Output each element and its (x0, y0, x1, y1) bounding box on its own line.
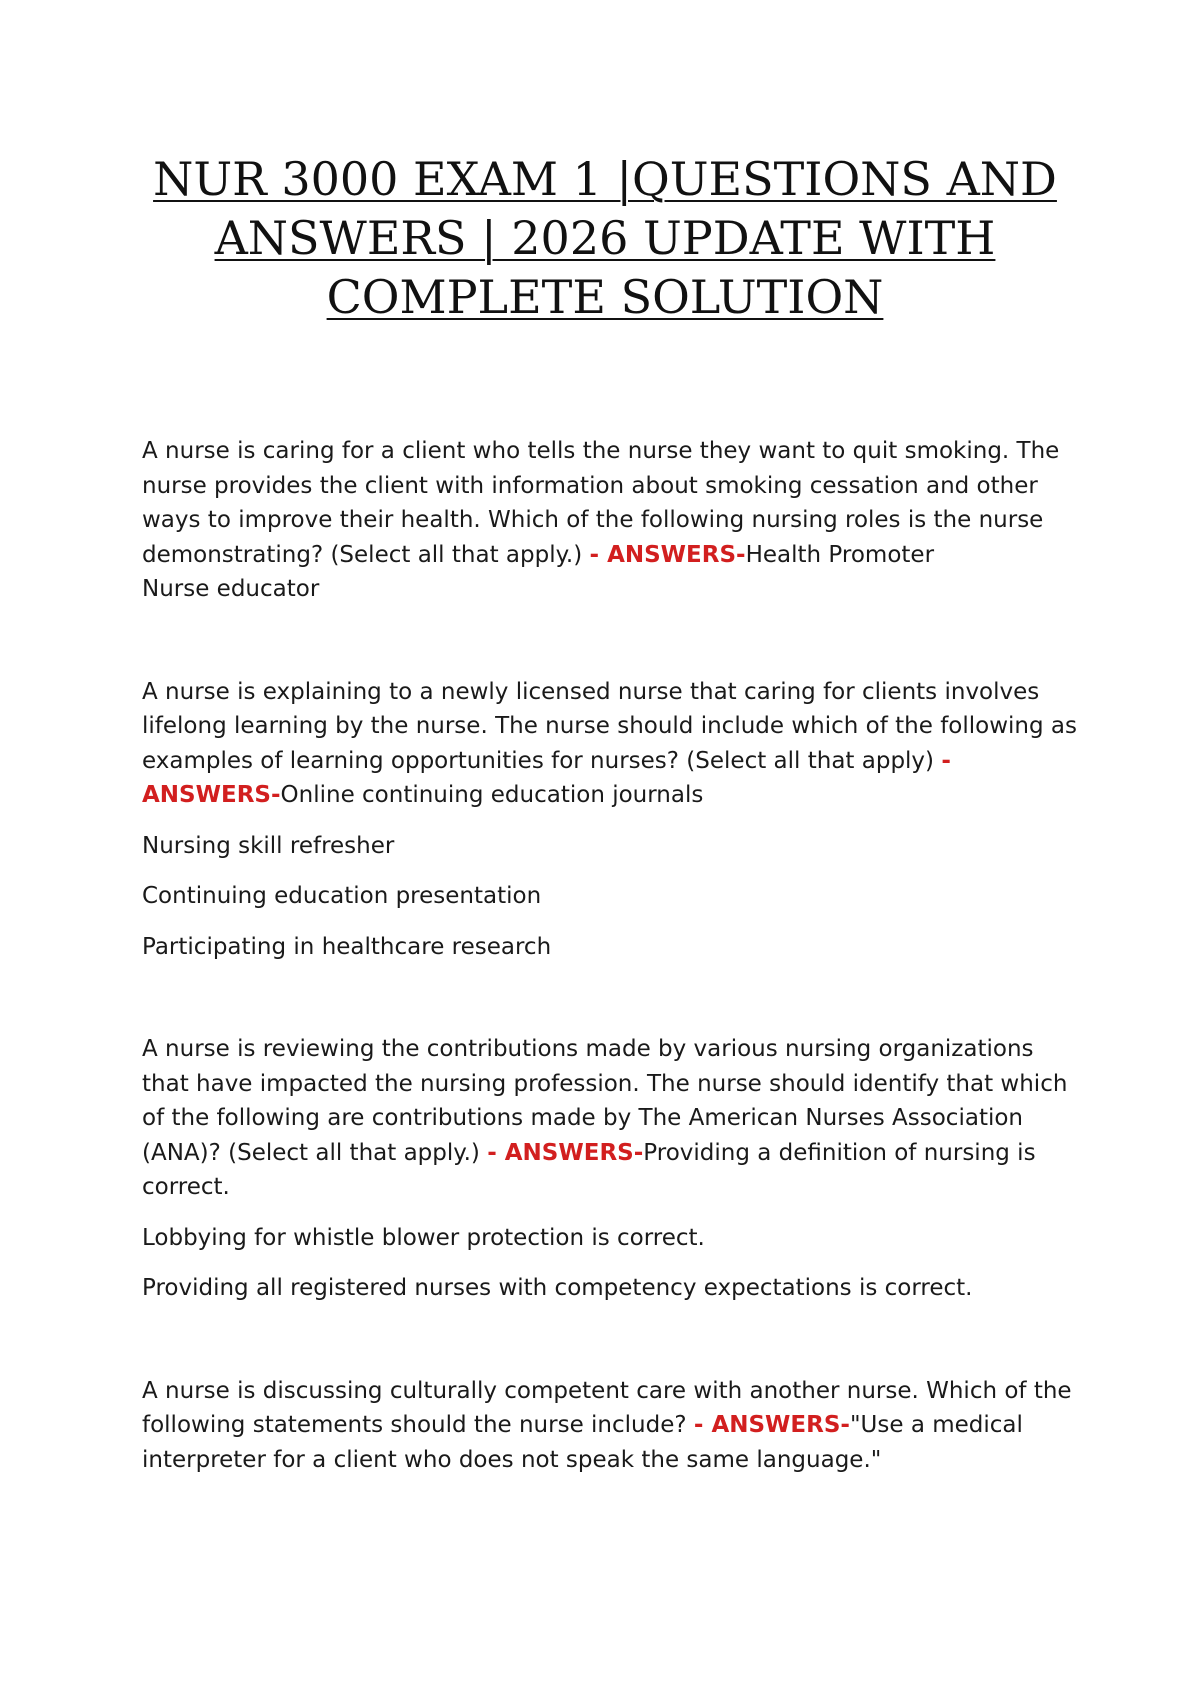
question-stem: A nurse is explaining to a newly licensed nurse that caring for clients involves lifelong learning by the nurse. The nurse should include which of the following as examples of learning opportunities for nurses? (Select all that apply) (142, 678, 1077, 774)
answer-marker: - ANSWERS- (693, 1412, 850, 1438)
answer-text: Online continuing education journals (280, 782, 704, 808)
answer-line: Participating in healthcare research (142, 933, 552, 960)
qa-item-1 (142, 434, 1087, 607)
answer-continuation: Nurse educator (142, 576, 320, 602)
question-text (142, 434, 1087, 607)
answer-text: "Use a medical interpreter for a client who does not speak the same language." (142, 1412, 1023, 1473)
qa-list (142, 434, 1087, 1545)
question-stem: A nurse is caring for a client who tells the nurse they want to quit smoking. The nurse provides the client with information about smoking cessation and other ways to improve their health. Which of the following nursing roles is the nurse demonstrating? (Select all that apply.) (142, 438, 1060, 568)
qa-item-4 (142, 1374, 1087, 1478)
answer-marker: - ANSWERS- (589, 541, 746, 568)
qa-item-2 (142, 675, 1087, 965)
answer-line: Lobbying for whistle blower protection is correct. (142, 1224, 705, 1251)
answer-line: Nursing skill refresher (142, 832, 395, 859)
answer-line: Providing all registered nurses with competency expectations is correct. (142, 1275, 973, 1301)
question-text (142, 1032, 1087, 1205)
question-text (142, 675, 1087, 813)
question-stem: A nurse is reviewing the contributions made by various nursing organizations that have impacted the nursing profession. The nurse should identify that which of the following are contributions made by The American Nurses Association (ANA)? (Select all that apply.) (142, 1036, 1068, 1166)
answer-text: Providing a definition of nursing is correct. (142, 1139, 1036, 1200)
answer-line: Continuing education presentation (142, 883, 542, 909)
answer-marker: - ANSWERS- (487, 1139, 644, 1166)
qa-item-3 (142, 1032, 1087, 1306)
document-title (140, 150, 1070, 327)
document-title-text: NUR 3000 EXAM 1 |QUESTIONS AND ANSWERS | 2026 UPDATE WITH COMPLETE SOLUTION (153, 152, 1057, 324)
answer-text: Health Promoter (745, 541, 935, 568)
answer-marker: - ANSWERS- (142, 747, 951, 808)
question-text (142, 1374, 1087, 1478)
question-stem: A nurse is discussing culturally competent care with another nurse. Which of the following statements should the nurse include? (142, 1377, 1072, 1438)
